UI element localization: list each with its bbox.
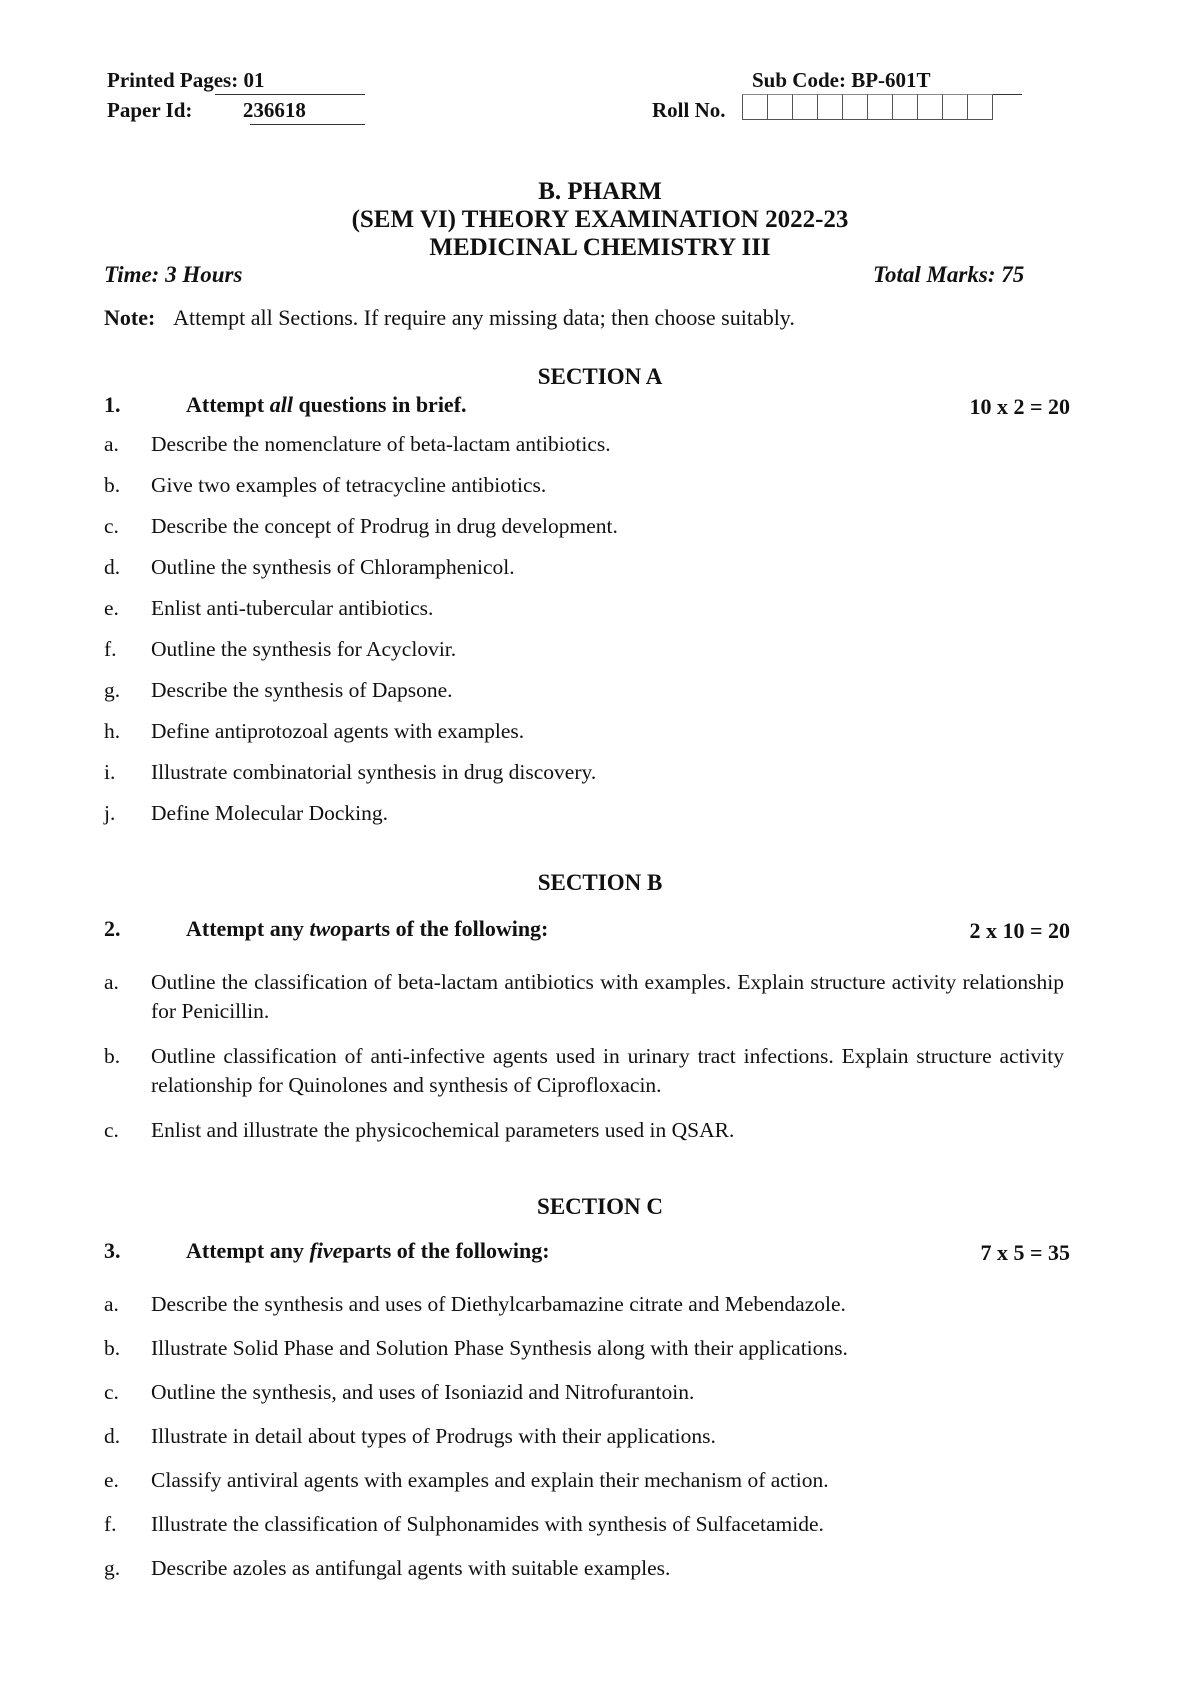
question-item	[104, 1334, 1064, 1363]
printed-pages	[107, 68, 264, 93]
item-text: Outline the synthesis of Chloramphenicol.	[151, 555, 515, 579]
item-label: c.	[104, 514, 119, 538]
instruction-post: questions in brief.	[292, 392, 467, 417]
question-item	[104, 635, 1064, 664]
instruction-em: five	[309, 1238, 343, 1263]
item-label: c.	[104, 1380, 119, 1404]
paper-id-label: Paper Id:	[107, 98, 193, 122]
roll-no-boxes[interactable]	[742, 94, 993, 120]
course-title: B. PHARM	[538, 178, 662, 205]
question-item	[104, 1554, 1064, 1583]
roll-no-box[interactable]	[792, 94, 817, 120]
exam-time: Time: 3 Hours	[104, 262, 243, 287]
item-text: Illustrate the classification of Sulphonamides with synthesis of Sulfacetamide.	[151, 1512, 824, 1536]
item-label: a.	[104, 432, 119, 456]
paper-id	[107, 98, 306, 123]
question-item	[104, 1378, 1064, 1407]
item-label: d.	[104, 1424, 121, 1448]
section-b-marks: 2 x 10 = 20	[969, 918, 1070, 943]
question-item	[104, 1290, 1064, 1319]
printed-pages-underline	[215, 94, 365, 95]
item-text: Describe the synthesis of Dapsone.	[151, 678, 453, 702]
printed-pages-value: 01	[243, 68, 265, 92]
instruction-pre: Attempt any	[186, 916, 310, 941]
question-item	[104, 758, 1064, 787]
roll-no-box[interactable]	[842, 94, 867, 120]
item-label: d.	[104, 555, 121, 579]
note	[104, 305, 795, 331]
paper-id-underline	[250, 124, 365, 125]
roll-no-box[interactable]	[917, 94, 942, 120]
item-text: Define Molecular Docking.	[151, 801, 389, 825]
item-label: h.	[104, 719, 121, 743]
question-item	[104, 1422, 1064, 1451]
item-label: b.	[104, 473, 121, 497]
question-item	[104, 553, 1064, 582]
item-label: b.	[104, 1044, 121, 1068]
item-text: Describe azoles as antifungal agents with suitable examples.	[151, 1556, 671, 1580]
section-b-title: SECTION B	[537, 870, 663, 895]
question-item	[104, 1466, 1064, 1495]
question-item	[104, 717, 1064, 746]
item-text: Outline the synthesis, and uses of Isoniazid and Nitrofurantoin.	[151, 1380, 695, 1404]
item-label: i.	[104, 760, 116, 784]
item-label: a.	[104, 970, 119, 994]
item-label: a.	[104, 1292, 119, 1316]
item-label: f.	[104, 1512, 117, 1536]
roll-no-box[interactable]	[817, 94, 842, 120]
question-item	[104, 968, 1064, 1026]
section-b-qnum: 2.	[104, 916, 121, 941]
instruction-post: parts of the following:	[342, 1238, 550, 1263]
section-b-instruction	[186, 916, 548, 942]
item-text: Outline the classification of beta-lactam antibiotics with examples. Explain structure activity relationship for Penicillin.	[151, 970, 1064, 1023]
sub-code	[752, 68, 931, 93]
question-item	[104, 799, 1064, 828]
paper-id-value: 236618	[242, 98, 306, 122]
roll-no-box[interactable]	[767, 94, 792, 120]
sub-code-label: Sub Code:	[752, 68, 846, 92]
item-text: Illustrate combinatorial synthesis in drug discovery.	[151, 760, 597, 784]
subject-title: MEDICINAL CHEMISTRY III	[429, 234, 771, 261]
item-label: c.	[104, 1118, 119, 1142]
exam-title: (SEM VI) THEORY EXAMINATION 2022-23	[351, 206, 849, 233]
item-text: Describe the concept of Prodrug in drug development.	[151, 514, 618, 538]
item-label: g.	[104, 678, 121, 702]
question-item	[104, 512, 1064, 541]
roll-no-box[interactable]	[967, 94, 993, 120]
item-label: e.	[104, 1468, 119, 1492]
item-text: Describe the synthesis and uses of Diethylcarbamazine citrate and Mebendazole.	[151, 1292, 846, 1316]
note-label: Note:	[104, 305, 156, 330]
section-a-marks: 10 x 2 = 20	[969, 394, 1070, 419]
item-label: e.	[104, 596, 119, 620]
item-text: Give two examples of tetracycline antibiotics.	[151, 473, 547, 497]
note-text: Attempt all Sections. If require any missing data; then choose suitably.	[173, 305, 795, 330]
question-item	[104, 594, 1064, 623]
printed-pages-label: Printed Pages:	[107, 68, 239, 92]
item-text: Classify antiviral agents with examples and explain their mechanism of action.	[151, 1468, 829, 1492]
sub-code-value: BP-601T	[851, 68, 931, 92]
section-c-instruction	[186, 1238, 550, 1264]
roll-no-box[interactable]	[867, 94, 892, 120]
item-text: Define antiprotozoal agents with examples.	[151, 719, 525, 743]
section-c-qnum: 3.	[104, 1238, 121, 1263]
question-item	[104, 1042, 1064, 1100]
section-c-marks: 7 x 5 = 35	[980, 1240, 1070, 1265]
section-a-instruction	[186, 392, 467, 418]
instruction-post: parts of the following:	[341, 916, 549, 941]
roll-no-label: Roll No.	[652, 98, 726, 122]
total-marks: Total Marks: 75	[873, 262, 1025, 287]
roll-no-box[interactable]	[942, 94, 967, 120]
item-text: Illustrate Solid Phase and Solution Phase Synthesis along with their applications.	[151, 1336, 848, 1360]
question-item	[104, 1116, 1064, 1145]
item-text: Enlist anti-tubercular antibiotics.	[151, 596, 434, 620]
item-label: f.	[104, 637, 117, 661]
item-label: j.	[104, 801, 116, 825]
roll-no-box[interactable]	[742, 94, 767, 120]
question-item	[104, 1510, 1064, 1539]
item-label: g.	[104, 1556, 121, 1580]
instruction-em: two	[309, 916, 342, 941]
question-item	[104, 676, 1064, 705]
instruction-em: all	[269, 392, 293, 417]
item-text: Outline classification of anti-infective agents used in urinary tract infections. Explain structure activity relationship for Quinolones and synthesis of Ciprofloxacin.	[151, 1044, 1064, 1097]
section-a-qnum: 1.	[104, 392, 121, 417]
item-label: b.	[104, 1336, 121, 1360]
question-item	[104, 430, 1064, 459]
roll-no-box[interactable]	[892, 94, 917, 120]
instruction-pre: Attempt	[186, 392, 270, 417]
instruction-pre: Attempt any	[186, 1238, 310, 1263]
item-text: Enlist and illustrate the physicochemical parameters used in QSAR.	[151, 1118, 735, 1142]
item-text: Outline the synthesis for Acyclovir.	[151, 637, 457, 661]
item-text: Illustrate in detail about types of Prodrugs with their applications.	[151, 1424, 716, 1448]
section-c-title: SECTION C	[537, 1194, 663, 1219]
section-a-title: SECTION A	[537, 364, 663, 389]
item-text: Describe the nomenclature of beta-lactam antibiotics.	[151, 432, 611, 456]
question-item	[104, 471, 1064, 500]
